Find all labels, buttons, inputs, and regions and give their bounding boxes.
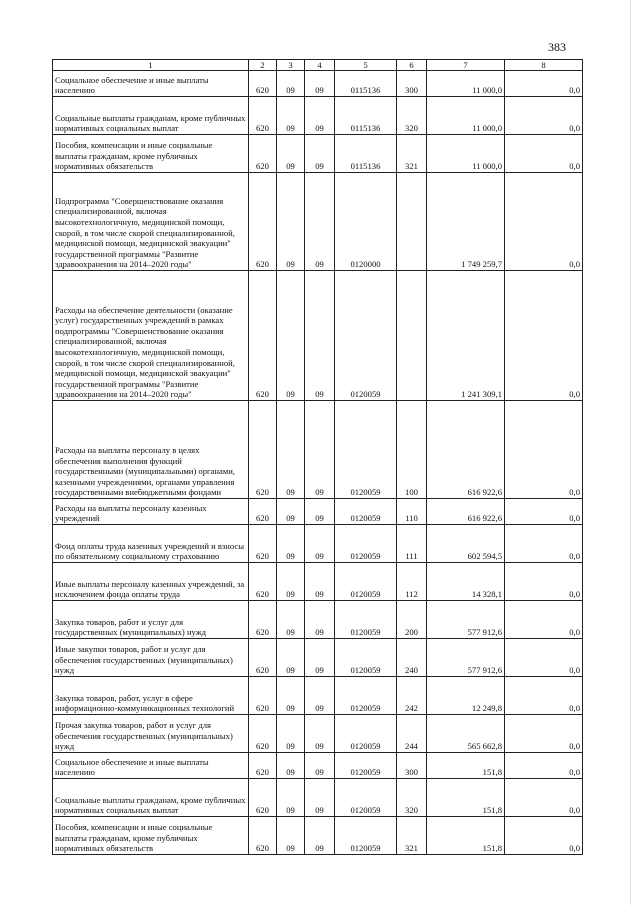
row-name: Пособия, компенсации и иные социальные выплаты гражданам, кроме публичных нормативных обязательств (53, 817, 249, 855)
row-amount-extra: 0,0 (505, 601, 583, 639)
row-section: 09 (277, 173, 305, 271)
row-admin-code: 620 (249, 715, 277, 753)
row-amount: 11 000,0 (427, 97, 505, 135)
row-expense-type: 240 (397, 639, 427, 677)
row-section: 09 (277, 499, 305, 525)
table-row (53, 135, 583, 173)
row-amount-extra: 0,0 (505, 677, 583, 715)
row-section: 09 (277, 271, 305, 401)
row-amount: 565 662,8 (427, 715, 505, 753)
row-amount: 602 594,5 (427, 525, 505, 563)
row-amount-extra: 0,0 (505, 97, 583, 135)
row-amount: 616 922,6 (427, 499, 505, 525)
header-cell: 4 (305, 60, 335, 71)
row-expense-type: 111 (397, 525, 427, 563)
row-target-code: 0120059 (335, 563, 397, 601)
row-target-code: 0120059 (335, 715, 397, 753)
row-target-code: 0120059 (335, 639, 397, 677)
row-name: Фонд оплаты труда казенных учреждений и взносы по обязательному социальному страхованию (53, 525, 249, 563)
row-admin-code: 620 (249, 499, 277, 525)
row-amount: 151,8 (427, 753, 505, 779)
row-expense-type: 300 (397, 71, 427, 97)
header-cell: 2 (249, 60, 277, 71)
row-subsection: 09 (305, 135, 335, 173)
row-target-code: 0120059 (335, 677, 397, 715)
table-row (53, 401, 583, 499)
row-section: 09 (277, 401, 305, 499)
row-target-code: 0120059 (335, 525, 397, 563)
row-name: Закупка товаров, работ, услуг в сфере информационно-коммуникационных технологий (53, 677, 249, 715)
header-cell: 6 (397, 60, 427, 71)
row-amount: 11 000,0 (427, 71, 505, 97)
row-target-code: 0120059 (335, 271, 397, 401)
row-expense-type (397, 271, 427, 401)
row-admin-code: 620 (249, 135, 277, 173)
row-section: 09 (277, 779, 305, 817)
row-expense-type: 321 (397, 817, 427, 855)
header-cell: 1 (53, 60, 249, 71)
row-subsection: 09 (305, 71, 335, 97)
row-target-code: 0120059 (335, 753, 397, 779)
row-expense-type: 320 (397, 97, 427, 135)
table-row (53, 563, 583, 601)
row-admin-code: 620 (249, 173, 277, 271)
row-name: Прочая закупка товаров, работ и услуг для обеспечения государственных (муниципальных) нужд (53, 715, 249, 753)
row-subsection: 09 (305, 499, 335, 525)
row-amount-extra: 0,0 (505, 817, 583, 855)
row-amount: 1 241 309,1 (427, 271, 505, 401)
row-section: 09 (277, 817, 305, 855)
table-row (53, 601, 583, 639)
row-expense-type: 320 (397, 779, 427, 817)
header-cell: 8 (505, 60, 583, 71)
row-target-code: 0115136 (335, 135, 397, 173)
row-amount-extra: 0,0 (505, 563, 583, 601)
row-expense-type: 110 (397, 499, 427, 525)
row-subsection: 09 (305, 525, 335, 563)
table-row (53, 677, 583, 715)
row-amount: 577 912,6 (427, 639, 505, 677)
row-section: 09 (277, 753, 305, 779)
row-admin-code: 620 (249, 97, 277, 135)
row-section: 09 (277, 715, 305, 753)
row-amount-extra: 0,0 (505, 173, 583, 271)
row-admin-code: 620 (249, 71, 277, 97)
row-target-code: 0115136 (335, 71, 397, 97)
row-name: Социальные выплаты гражданам, кроме публичных нормативных социальных выплат (53, 779, 249, 817)
row-amount: 14 328,1 (427, 563, 505, 601)
row-amount: 11 000,0 (427, 135, 505, 173)
row-amount: 1 749 259,7 (427, 173, 505, 271)
row-name: Иные выплаты персоналу казенных учреждений, за исключением фонда оплаты труда (53, 563, 249, 601)
row-subsection: 09 (305, 97, 335, 135)
row-section: 09 (277, 563, 305, 601)
row-subsection: 09 (305, 173, 335, 271)
row-section: 09 (277, 97, 305, 135)
row-name: Подпрограмма "Совершенствование оказания специализированной, включая высокотехнологичную, медицинской помощи, скорой, в том числе скорой специализированной, медицинской помощи, медицинской эвакуации" государственной программы "Развитие здравоохранения на 2014–2020 годы" (53, 173, 249, 271)
row-expense-type (397, 173, 427, 271)
row-name: Закупка товаров, работ и услуг для государственных (муниципальных) нужд (53, 601, 249, 639)
row-target-code: 0120059 (335, 499, 397, 525)
row-name: Расходы на обеспечение деятельности (оказание услуг) государственных учреждений в рамках подпрограммы "Совершенствование оказания специализированной, включая высокотехнологичную, медицинской помощи, скорой, в том числе скорой специализированной, медицинской помощи, медицинской эвакуации" государственной программы "Развитие здравоохранения на 2014–2020 годы" (53, 271, 249, 401)
row-name: Социальное обеспечение и иные выплаты населению (53, 753, 249, 779)
row-target-code: 0120059 (335, 817, 397, 855)
row-amount-extra: 0,0 (505, 499, 583, 525)
row-name: Расходы на выплаты персоналу в целях обеспечения выполнения функций государственными (муниципальными) органами, казенными учреждениями, органами управления государственными внебюджетными фондами (53, 401, 249, 499)
row-subsection: 09 (305, 601, 335, 639)
row-amount-extra: 0,0 (505, 271, 583, 401)
table-row (53, 173, 583, 271)
row-expense-type: 300 (397, 753, 427, 779)
row-amount-extra: 0,0 (505, 753, 583, 779)
row-admin-code: 620 (249, 271, 277, 401)
row-name: Иные закупки товаров, работ и услуг для обеспечения государственных (муниципальных) нужд (53, 639, 249, 677)
budget-table (52, 59, 583, 855)
row-amount-extra: 0,0 (505, 779, 583, 817)
table-row (53, 715, 583, 753)
row-amount-extra: 0,0 (505, 135, 583, 173)
header-cell: 7 (427, 60, 505, 71)
row-expense-type: 242 (397, 677, 427, 715)
row-target-code: 0120059 (335, 401, 397, 499)
row-target-code: 0120059 (335, 779, 397, 817)
row-section: 09 (277, 601, 305, 639)
row-subsection: 09 (305, 271, 335, 401)
table-row (53, 639, 583, 677)
table-row (53, 499, 583, 525)
row-amount-extra: 0,0 (505, 525, 583, 563)
row-amount-extra: 0,0 (505, 71, 583, 97)
row-admin-code: 620 (249, 401, 277, 499)
table-row (53, 817, 583, 855)
row-subsection: 09 (305, 753, 335, 779)
table-row (53, 525, 583, 563)
row-subsection: 09 (305, 401, 335, 499)
row-section: 09 (277, 135, 305, 173)
row-admin-code: 620 (249, 525, 277, 563)
row-amount-extra: 0,0 (505, 401, 583, 499)
row-expense-type: 321 (397, 135, 427, 173)
row-admin-code: 620 (249, 753, 277, 779)
row-admin-code: 620 (249, 779, 277, 817)
row-subsection: 09 (305, 639, 335, 677)
table-row (53, 71, 583, 97)
row-section: 09 (277, 639, 305, 677)
row-admin-code: 620 (249, 601, 277, 639)
row-target-code: 0120059 (335, 601, 397, 639)
table-row (53, 97, 583, 135)
row-amount-extra: 0,0 (505, 715, 583, 753)
row-subsection: 09 (305, 817, 335, 855)
row-section: 09 (277, 71, 305, 97)
row-expense-type: 112 (397, 563, 427, 601)
row-target-code: 0120000 (335, 173, 397, 271)
row-expense-type: 200 (397, 601, 427, 639)
row-name: Расходы на выплаты персоналу казенных учреждений (53, 499, 249, 525)
row-section: 09 (277, 525, 305, 563)
table-row (53, 779, 583, 817)
row-amount: 151,8 (427, 779, 505, 817)
row-admin-code: 620 (249, 677, 277, 715)
row-amount: 616 922,6 (427, 401, 505, 499)
row-subsection: 09 (305, 779, 335, 817)
row-admin-code: 620 (249, 639, 277, 677)
row-expense-type: 100 (397, 401, 427, 499)
row-section: 09 (277, 677, 305, 715)
row-name: Социальные выплаты гражданам, кроме публичных нормативных социальных выплат (53, 97, 249, 135)
page-number: 383 (548, 40, 566, 54)
row-amount: 12 249,8 (427, 677, 505, 715)
row-target-code: 0115136 (335, 97, 397, 135)
row-amount: 577 912,6 (427, 601, 505, 639)
row-admin-code: 620 (249, 563, 277, 601)
header-cell: 3 (277, 60, 305, 71)
row-subsection: 09 (305, 677, 335, 715)
table-row (53, 271, 583, 401)
row-name: Пособия, компенсации и иные социальные выплаты гражданам, кроме публичных нормативных обязательств (53, 135, 249, 173)
page-edge-line (630, 0, 631, 905)
row-expense-type: 244 (397, 715, 427, 753)
row-name: Социальное обеспечение и иные выплаты населению (53, 71, 249, 97)
row-amount-extra: 0,0 (505, 639, 583, 677)
row-admin-code: 620 (249, 817, 277, 855)
row-subsection: 09 (305, 563, 335, 601)
row-subsection: 09 (305, 715, 335, 753)
table-header-row (53, 60, 583, 71)
header-cell: 5 (335, 60, 397, 71)
row-amount: 151,8 (427, 817, 505, 855)
table-body (53, 71, 583, 855)
table-row (53, 753, 583, 779)
